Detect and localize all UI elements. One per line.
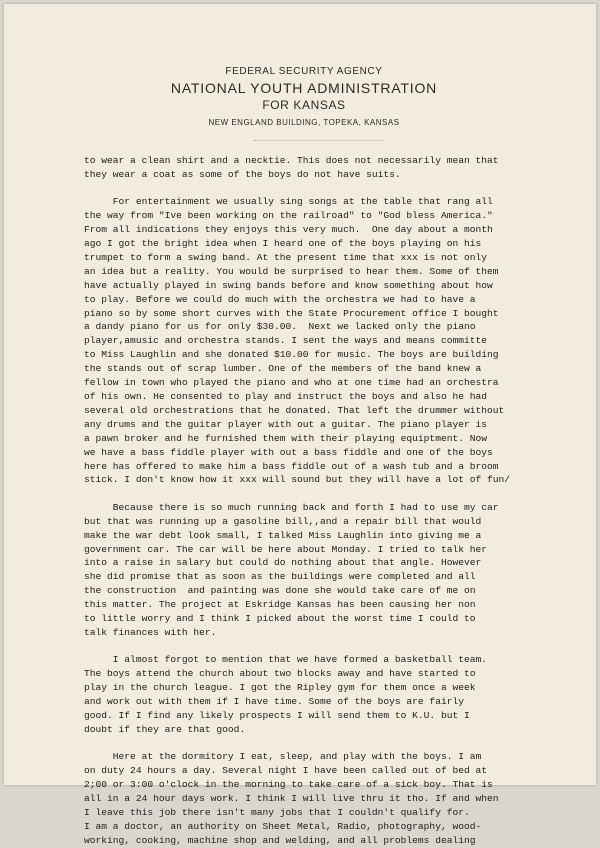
text-line: we have a bass fiddle player with out a bass fiddle and one of the boys	[84, 446, 493, 458]
text-line: of his own. He consented to play and instruct the boys and also he had	[84, 391, 488, 402]
paragraph-gap	[84, 182, 564, 196]
text-line: she did promise that as soon as the buildings were completed and all	[84, 571, 476, 583]
text-line: all in a 24 hour days work. I think I will live thru it tho. If and when	[84, 793, 499, 805]
text-line: to Miss Laughlin and she donated $10.00 for music. The boys are building	[84, 349, 499, 361]
text-line: working, cooking, machine shop and welding, and all problems dealing	[84, 834, 476, 846]
text-line: the way from "Ive been working on the railroad" to "God bless America."	[84, 210, 493, 222]
text-line: the stands out of scrap lumber. One of the members of the band knew a	[84, 363, 482, 375]
text-line: on duty 24 hours a day. Several night I have been called out of bed at	[84, 765, 488, 777]
text-line: I almost forgot to mention that we have formed a basketball team.	[84, 654, 488, 666]
letter-page	[4, 4, 596, 846]
letterhead	[4, 66, 600, 128]
paragraph	[84, 195, 564, 487]
letterhead-state: FOR KANSAS	[262, 98, 346, 112]
text-line: ago I got the bright idea when I heard one of the boys playing on his	[84, 238, 482, 250]
paragraph-gap	[84, 737, 564, 751]
paragraph	[84, 750, 564, 847]
header-divider	[254, 140, 384, 141]
text-line: trumpet to form a swing band. At the present time that xxx is not only	[84, 251, 488, 263]
text-line: several old orchestrations that he donated. That left the drummer without	[84, 404, 505, 416]
text-line: For entertainment we usually sing songs at the table that rang all	[84, 196, 493, 208]
text-line: they wear a coat as some of the boys do not have suits.	[84, 168, 401, 180]
text-line: doubt if they are that good.	[84, 723, 246, 735]
text-line: 2;00 or 3:00 o'clock in the morning to take care of a sick boy. That is	[84, 779, 493, 791]
text-line: and work out with them if I have time. Some of the boys are fairly	[84, 696, 464, 708]
text-line: into a raise in salary but could do nothing about that angle. However	[84, 557, 482, 569]
text-line: this matter. The project at Eskridge Kansas has been causing her non	[84, 599, 476, 611]
paragraph	[84, 154, 564, 182]
text-line: to little worry and I think I picked about the worst time I could to	[84, 613, 476, 625]
paragraph	[84, 653, 564, 736]
text-line: good. If I find any likely prospects I will send them to K.U. but I	[84, 710, 470, 722]
text-line: an idea but a reality. You would be surprised to hear them. Some of them	[84, 265, 499, 277]
text-line: play in the church league. I got the Ripley gym for them once a week	[84, 682, 476, 694]
text-line: talk finances with her.	[84, 627, 217, 638]
text-line: to wear a clean shirt and a necktie. This does not necessarily mean that	[84, 155, 499, 166]
text-line: piano so by some short curves with the State Procurement office I bought	[84, 307, 499, 319]
text-line: a pawn broker and he furnished them with their playing equiptment. Now	[84, 432, 488, 444]
text-line: to play. Before we could do much with the orchestra we had to have a	[84, 293, 476, 305]
paragraph-gap	[84, 640, 564, 654]
text-line: I am a doctor, an authority on Sheet Metal, Radio, photography, wood-	[84, 820, 482, 832]
text-line: fellow in town who played the piano and who at one time had an orchestra	[84, 377, 499, 389]
text-line: here has offered to make him a bass fiddle out of a wash tub and a broom	[84, 460, 499, 472]
paragraph	[84, 501, 564, 640]
text-line: but that was running up a gasoline bill,,and a repair bill that would	[84, 515, 482, 527]
text-line: Because there is so much running back and forth I had to use my car	[84, 501, 499, 513]
text-line: stick. I don't know how it xxx will sound but they will have a lot of fun/	[84, 474, 511, 486]
letterhead-address: NEW ENGLAND BUILDING, TOPEKA, KANSAS	[208, 118, 400, 127]
letterhead-agency: FEDERAL SECURITY AGENCY	[225, 66, 383, 77]
text-line: Here at the dormitory I eat, sleep, and play with the boys. I am	[84, 751, 482, 763]
letter-body	[84, 154, 564, 848]
text-line: make the war debt look small, I talked Miss Laughlin into giving me a	[84, 529, 482, 541]
paragraph-gap	[84, 487, 564, 501]
text-line: The boys attend the church about two blocks away and have started to	[84, 668, 476, 680]
text-line: government car. The car will be here about Monday. I tried to talk her	[84, 543, 488, 555]
text-line: player,amusic and orchestra stands. I sent the ways and means committe	[84, 335, 488, 347]
text-line: From all indications they enjoys this very much. One day about a month	[84, 224, 493, 236]
text-line: a dandy piano for us for only $30.00. Next we lacked only the piano	[84, 321, 476, 333]
text-line: have actually played in swing bands before and know something about how	[84, 279, 493, 291]
text-line: I leave this job there isn't many jobs that I couldn't qualify for.	[84, 806, 470, 818]
text-line: any drums and the guitar player with out a guitar. The piano player is	[84, 418, 488, 430]
text-line: the construction and painting was done she would take care of me on	[84, 585, 476, 597]
letterhead-organization: NATIONAL YOUTH ADMINISTRATION	[170, 80, 438, 96]
